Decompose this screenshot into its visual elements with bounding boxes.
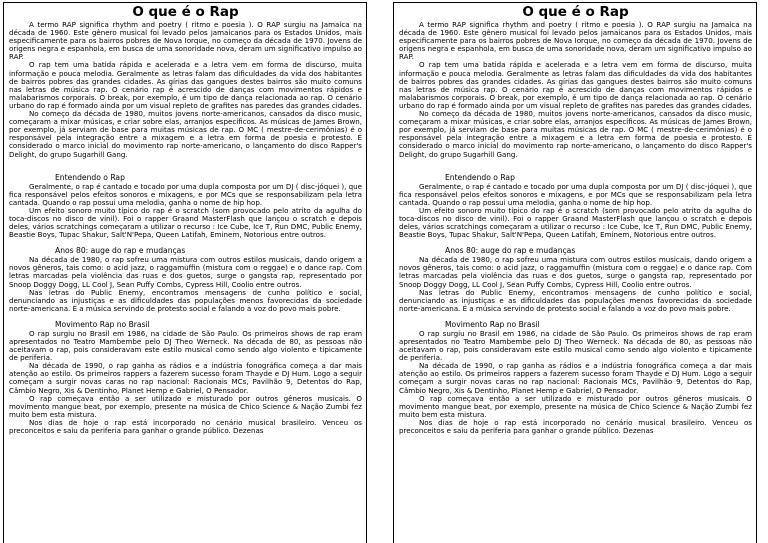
section-paragraph: O rap surgiu no Brasil em 1986, na cidade de São Paulo. Os primeiros shows de rap eram apresentados no Teatro Mambembe pelo DJ Theo Werneck. Na década de 80, as pessoas não aceitavam o rap, pois consideravam este estilo musical como sendo algo violento e tipicamente de periferia.	[9, 328, 362, 363]
intro-paragraph: A termo RAP significa rhythm and poetry ( ritmo e poesia ). O RAP surgiu na Jamaica na década de 1960. Este gênero musical foi levado pelos jamaicanos para os Estados Unidos, mais especificamente para os bairros pobres de Nova Iorque, no começo da década de 1970. Jovens de origens negra e espanhola, em busca de uma sonoridade nova, deram um significativo impulso ao RAP.	[9, 20, 362, 62]
section-paragraph: O rap começava então a ser utilizado e misturado por outros gêneros musicais. O movimento mangue beat, por exemplo, presente na música de Chico Science & Nação Zumbi fez muito bem esta mistura.	[9, 393, 362, 419]
page-column-left	[3, 2, 367, 543]
section-heading-brasil: Movimento Rap no Brasil	[445, 319, 540, 329]
page-column-right	[393, 2, 757, 543]
section-paragraph: Nas letras do Public Enemy, encontramos mensagens de cunho político e social, denunciando as injustiças e as dificuldades das populações menos favorecidas da sociedade norte-americana. É a música servindo de protesto social e falando a voz do povo mais pobre.	[9, 287, 362, 313]
section-paragraph: Nos dias de hoje o rap está incorporado no cenário musical brasileiro. Venceu os preconceitos e saiu da periferia para ganhar o grande público. Dezenas	[9, 417, 362, 436]
section-paragraph: Geralmente, o rap é cantado e tocado por uma dupla composta por um DJ ( disc-jóquei ), que fica responsável pelos efeitos sonoros e mixagens, e por MCs que se responsabilizam pela letra cantada. Quando o rap possui uma melodia, ganha o nome de hip hop.	[9, 181, 362, 207]
intro-paragraph: No começo da década de 1980, muitos jovens norte-americanos, cansados da disco music, começaram a mixar músicas, e criar sobre elas, arranjos específicos. As músicas de James Brown, por exemplo, já serviam de base para muitas músicas de rap. O MC ( mestre-de-cerimônias) é o responsável pela integração entre a mixagem e a letra em forma de poesia e protesto. É considerado o marco inicial do movimento rap norte-americano, o lançamento do disco Rapper's Delight, do grupo Sugarhill Gang.	[9, 109, 362, 159]
section-heading-entendendo: Entendendo o Rap	[445, 172, 515, 182]
section-paragraph: Nas letras do Public Enemy, encontramos mensagens de cunho político e social, denunciando as injustiças e as dificuldades das populações menos favorecidas da sociedade norte-americana. É a música servindo de protesto social e falando a voz do povo mais pobre.	[399, 287, 752, 313]
section-paragraph: Na década de 1980, o rap sofreu uma mistura com outros estilos musicais, dando origem a novos gêneros, tais como: o acid jazz, o raggamuffin (mistura com o reggae) e o dance rap. Com letras marcadas pela violência das ruas e dos guetos, surge o gangsta rap, representado por Snoop Doggy Dogg, LL Cool J, Sean Puffy Combs, Cypress Hill, Coolio entre outros.	[399, 255, 752, 289]
section-paragraph: Na década de 1990, o rap ganha as rádios e a indústria fonográfica começa a dar mais atenção ao estilo. Os primeiros rappers a fazerem sucesso foram Thayde e DJ Hum. Logo a seguir começam a surgir novas caras no rap nacional: Racionais MCs, Pavilhão 9, Detentos do Rap, Câmbio Negro, Xis & Dentinho, Planet Hemp e Gabriel, O Pensador.	[9, 361, 362, 395]
section-paragraph: Nos dias de hoje o rap está incorporado no cenário musical brasileiro. Venceu os preconceitos e saiu da periferia para ganhar o grande público. Dezenas	[399, 417, 752, 436]
intro-paragraph: A termo RAP significa rhythm and poetry ( ritmo e poesia ). O RAP surgiu na Jamaica na década de 1960. Este gênero musical foi levado pelos jamaicanos para os Estados Unidos, mais especificamente para os bairros pobres de Nova Iorque, no começo da década de 1970. Jovens de origens negra e espanhola, em busca de uma sonoridade nova, deram um significativo impulso ao RAP.	[399, 20, 752, 62]
intro-paragraph: O rap tem uma batida rápida e acelerada e a letra vem em forma de discurso, muita informação e pouca melodia. Geralmente as letras falam das dificuldades da vida dos habitantes de bairros pobres das grandes cidades. As gírias das gangues destes bairros são muito comuns nas letras de música rap. O cenário rap é acrescido de danças com movimentos rápidos e malabarismos corporais. O break, por exemplo, é um tipo de dança relacionada ao rap. O cenário urbano do rap é formado ainda por um visual repleto de grafites nas paredes das grandes cidades.	[399, 60, 752, 110]
section-paragraph: O rap começava então a ser utilizado e misturado por outros gêneros musicais. O movimento mangue beat, por exemplo, presente na música de Chico Science & Nação Zumbi fez muito bem esta mistura.	[399, 393, 752, 419]
section-paragraph: Um efeito sonoro muito típico do rap é o scratch (som provocado pelo atrito da agulha do toca-discos no disco de vinil). Foi o rapper Graand MasterFlash que lançou o scratch e depois deles, vários scratchings começaram a utilizar o recurso : Ice Cube, Ice T, Run DMC, Public Enemy, Beastie Boys, Tupac Shakur, Salt'N'Pepa, Queen Latifah, Eminem, Notorious entre outros.	[9, 205, 362, 240]
page-title-copy: O que é o Rap	[522, 4, 629, 20]
section-heading-brasil: Movimento Rap no Brasil	[55, 319, 150, 329]
section-heading-entendendo: Entendendo o Rap	[55, 172, 125, 182]
section-heading-anos-80: Anos 80: auge do rap e mudanças	[445, 246, 576, 256]
section-paragraph: Um efeito sonoro muito típico do rap é o scratch (som provocado pelo atrito da agulha do toca-discos no disco de vinil). Foi o rapper Graand MasterFlash que lançou o scratch e depois deles, vários scratchings começaram a utilizar o recurso : Ice Cube, Ice T, Run DMC, Public Enemy, Beastie Boys, Tupac Shakur, Salt'N'Pepa, Queen Latifah, Eminem, Notorious entre outros.	[399, 205, 752, 240]
intro-paragraph: O rap tem uma batida rápida e acelerada e a letra vem em forma de discurso, muita informação e pouca melodia. Geralmente as letras falam das dificuldades da vida dos habitantes de bairros pobres das grandes cidades. As gírias das gangues destes bairros são muito comuns nas letras de música rap. O cenário rap é acrescido de danças com movimentos rápidos e malabarismos corporais. O break, por exemplo, é um tipo de dança relacionada ao rap. O cenário urbano do rap é formado ainda por um visual repleto de grafites nas paredes das grandes cidades.	[9, 60, 362, 110]
section-paragraph: Geralmente, o rap é cantado e tocado por uma dupla composta por um DJ ( disc-jóquei ), que fica responsável pelos efeitos sonoros e mixagens, e por MCs que se responsabilizam pela letra cantada. Quando o rap possui uma melodia, ganha o nome de hip hop.	[399, 181, 752, 207]
page-title: O que é o Rap	[132, 4, 239, 20]
intro-paragraph: No começo da década de 1980, muitos jovens norte-americanos, cansados da disco music, começaram a mixar músicas, e criar sobre elas, arranjos específicos. As músicas de James Brown, por exemplo, já serviam de base para muitas músicas de rap. O MC ( mestre-de-cerimônias) é o responsável pela integração entre a mixagem e a letra em forma de poesia e protesto. É considerado o marco inicial do movimento rap norte-americano, o lançamento do disco Rapper's Delight, do grupo Sugarhill Gang.	[399, 109, 752, 159]
section-paragraph: Na década de 1990, o rap ganha as rádios e a indústria fonográfica começa a dar mais atenção ao estilo. Os primeiros rappers a fazerem sucesso foram Thayde e DJ Hum. Logo a seguir começam a surgir novas caras no rap nacional: Racionais MCs, Pavilhão 9, Detentos do Rap, Câmbio Negro, Xis & Dentinho, Planet Hemp e Gabriel, O Pensador.	[399, 361, 752, 395]
section-paragraph: Na década de 1980, o rap sofreu uma mistura com outros estilos musicais, dando origem a novos gêneros, tais como: o acid jazz, o raggamuffin (mistura com o reggae) e o dance rap. Com letras marcadas pela violência das ruas e dos guetos, surge o gangsta rap, representado por Snoop Doggy Dogg, LL Cool J, Sean Puffy Combs, Cypress Hill, Coolio entre outros.	[9, 255, 362, 289]
section-paragraph: O rap surgiu no Brasil em 1986, na cidade de São Paulo. Os primeiros shows de rap eram apresentados no Teatro Mambembe pelo DJ Theo Werneck. Na década de 80, as pessoas não aceitavam o rap, pois consideravam este estilo musical como sendo algo violento e tipicamente de periferia.	[399, 328, 752, 363]
section-heading-anos-80: Anos 80: auge do rap e mudanças	[55, 246, 186, 256]
